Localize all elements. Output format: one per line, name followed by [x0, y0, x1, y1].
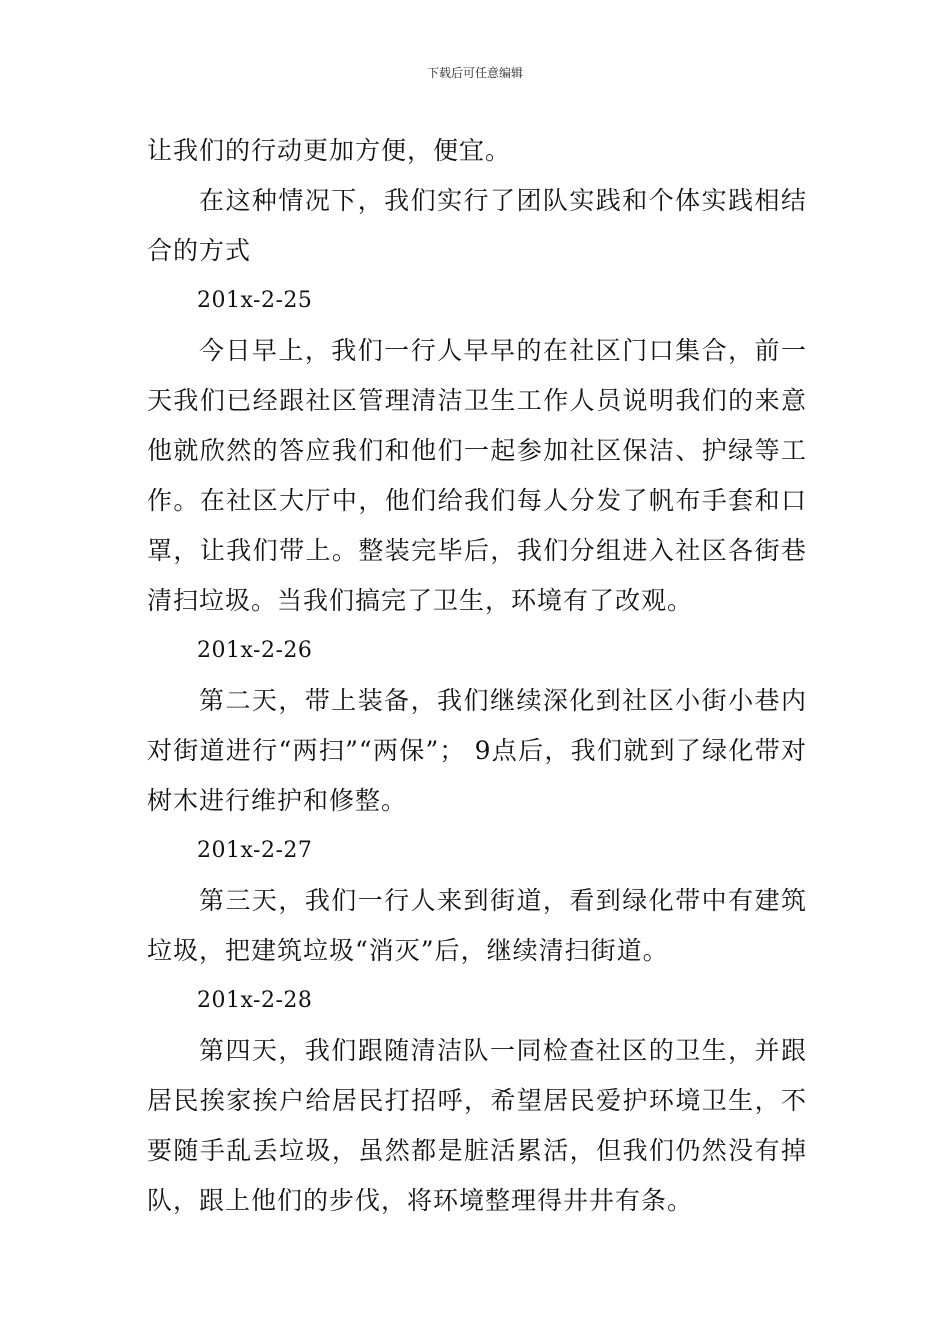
paragraph-day-two: 第二天，带上装备，我们继续深化到社区小街小巷内对街道进行“两扫”“两保”； 9点后，我们就到了绿化带对树木进行维护和修整。 — [147, 686, 807, 815]
date-heading: 201x-2-27 — [197, 838, 313, 863]
date-heading: 201x-2-26 — [197, 638, 313, 663]
page-header: 下载后可任意编辑 — [426, 66, 523, 80]
date-heading: 201x-2-28 — [197, 988, 313, 1013]
paragraph-method: 在这种情况下，我们实行了团队实践和个体实践相结合的方式 — [147, 186, 807, 265]
document-body — [147, 126, 807, 1226]
date-heading: 201x-2-25 — [197, 288, 313, 313]
paragraph-day-one: 今日早上，我们一行人早早的在社区门口集合，前一天我们已经跟社区管理清洁卫生工作人员说明我们的来意他就欣然的答应我们和他们一起参加社区保洁、护绿等工作。在社区大厅中，他们给我们每人分发了帆布手套和口罩，让我们带上。整装完毕后，我们分组进入社区各街巷清扫垃圾。当我们搞完了卫生，环境有了改观。 — [147, 336, 807, 615]
paragraph-day-three: 第三天，我们一行人来到街道，看到绿化带中有建筑垃圾，把建筑垃圾“消灭”后，继续清扫街道。 — [147, 886, 807, 965]
paragraph-day-four: 第四天，我们跟随清洁队一同检查社区的卫生，并跟居民挨家挨户给居民打招呼，希望居民爱护环境卫生，不要随手乱丢垃圾，虽然都是脏活累活，但我们仍然没有掉队，跟上他们的步伐，将环境整理得井井有条。 — [147, 1036, 807, 1215]
paragraph-intro-end: 让我们的行动更加方便，便宜。 — [147, 136, 512, 165]
